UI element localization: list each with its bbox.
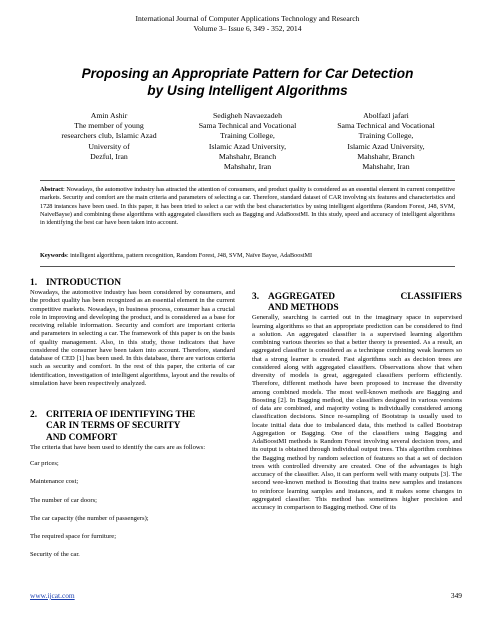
author-2-affiliation: Sama Technical and Vocational [198, 121, 297, 131]
page-number: 349 [450, 591, 462, 600]
criteria-item: Car prices; [30, 460, 59, 468]
section-1-body: Nowadays, the automotive industry has been considered by consumers, and the product quality has been recognized as an essential element in the current competitive markets. Nowadays, in business process, consumer has a crucial role in improving and developing the product, and is considered as a base for receiving reliable information. Security and comfort are important criteria and parameters in selecting a car. The framework of this paper is on the basis of quality management. Also, in this study, those indicators that have considered the consumer have been taken into account. Therefore, standard database of CED [1] has been used. In this database, there are various criteria such as security and comfort. In the rest of this paper, the criteria of car identification, investigation of intelligent algorithms, layout and the results of simulation have been respectively analyzed. [30, 289, 235, 387]
section-2-heading [30, 410, 235, 444]
author-1 [40, 111, 178, 172]
keywords [40, 252, 455, 260]
keywords-label: Keywords [40, 252, 67, 259]
section-2-title-line1: CRITERIA OF IDENTIFYING THE [46, 410, 196, 421]
author-1-affiliation: The member of young [74, 121, 144, 131]
paper-title-line1: Proposing an Appropriate Pattern for Car Detection [81, 66, 414, 81]
abstract-label: Abstract [40, 186, 64, 193]
author-3 [317, 111, 455, 172]
criteria-item: Maintenance cost; [30, 478, 79, 486]
section-3-title-word1: AGGREGATED [268, 292, 336, 302]
section-3-body: Generally, searching is carried out in the imaginary space in supervised learning algorithms so that an appropriate prediction can be considered to find a solution. An aggregated classifier is a supervised learning algorithm combining various theories so that a better theory is presented. As a result, an aggregated classifier is considered as a technique combining weak learners so that a strong learner is created. Fast algorithms such as decision trees are considered along with aggregated classifiers. Observations show that when diversity of models is great, aggregated classifiers perform efficiently. Therefore, different methods have been proposed to increase the diversity among combined models. The most well-known methods are Bagging and Boosting [2]. In Bagging method, the classifiers designed in various versions of data are combined, and majority voting is individually considered among classification decisions. Since re-sampling of Bootstrap is usually used to locate initial data due to imbalanced data, this method is called Bootstrap Aggregation or Bagging. One of the classifiers using Bagging and AdaBoostMI methods is Random Forest involving several decision trees, and its output is obtained through individual output trees. This algorithm combines the Bagging method by random selection of features so that a set of decision trees with controlled diversity are created. One of the advantages is high accuracy of the classifier. Also, it can perform well with many outputs [3]. The second wee-known method is Boosting that trains new samples and instances to reinforce learning samples and instances, and it makes some changes in aggregated classifier. This method has sometimes higher precision and accuracy in comparison to Bagging method. One of its [252, 314, 462, 512]
abstract [40, 186, 455, 227]
journal-url-link[interactable]: www.ijcat.com [30, 591, 75, 600]
section-3-heading [252, 292, 462, 314]
section-2-intro: The criteria that have been used to identify the cars are as follows: [30, 443, 206, 451]
section-3-title-line2: AND METHODS [268, 303, 339, 314]
left-column [30, 278, 235, 570]
page-footer [30, 591, 462, 600]
author-2-name: Sedigheh Navaezadeh [212, 111, 283, 120]
author-block [40, 111, 455, 172]
divider-top [40, 180, 455, 181]
journal-name: International Journal of Computer Applications Technology and Research [135, 14, 360, 23]
author-2-affiliation: Training College, [220, 131, 275, 141]
criteria-item: The number of car doors; [30, 496, 98, 504]
author-3-name: Abolfazl jafari [363, 111, 409, 120]
author-3-location: Mahshahr, Iran [362, 162, 410, 172]
section-1-heading [30, 278, 235, 289]
keywords-text: : intelligent algorithms, pattern recognition, Random Forest, J48, SVM, Naïve Bayse, AdaBoostMI [66, 252, 313, 259]
author-1-affiliation: University of [88, 141, 130, 151]
author-3-affiliation: Sama Technical and Vocational [337, 121, 435, 131]
right-column [252, 292, 462, 512]
paper-title [40, 66, 455, 99]
author-1-affiliation: researchers club, Islamic Azad [61, 131, 157, 141]
criteria-item: The car capacity (the number of passengers); [30, 514, 149, 522]
criteria-item: Security of the car. [30, 551, 80, 559]
section-1-number: 1. [30, 278, 38, 288]
section-2-title-line2: CAR IN TERMS OF SECURITY [46, 421, 181, 432]
section-1-title: INTRODUCTION [46, 278, 122, 288]
section-3-number: 3. [252, 292, 260, 302]
author-3-affiliation: Training College, [358, 131, 414, 141]
author-1-name: Amin Ashir [90, 111, 128, 120]
divider-bottom [40, 266, 455, 267]
section-3-title-word2: CLASSIFIERS [400, 292, 462, 302]
paper-title-line2: by Using Intelligent Algorithms [147, 82, 348, 98]
author-1-location: Dezful, Iran [90, 151, 128, 161]
author-2-affiliation: Islamic Azad University, [208, 141, 287, 151]
journal-header [0, 14, 495, 33]
author-3-affiliation: Mahshahr, Branch [357, 151, 415, 161]
journal-volume: Volume 3– Issue 6, 349 - 352, 2014 [193, 23, 302, 33]
abstract-text: : Nowadays, the automotive industry has attracted the attention of consumers, and product quality is considered as an essential element in current competitive markets. Security and comfort are the main criteria and parameters of selecting a car. Therefore, standard dataset of CAR involving six features and characteristics and 1728 instances have been used. In this paper, it has been tried to select a car with the best characteristics by using intelligent algorithms (Random Forest, J48, SVM, NaiveBayse) and combining these algorithms with aggregated classifiers such as Bagging and AdaBoostMI. In this study, speed and accuracy of intelligent algorithms in identifying the best car have been taken into account. [40, 186, 455, 227]
author-3-affiliation: Islamic Azad University, [347, 141, 425, 151]
section-2-title-line3: AND COMFORT [46, 432, 118, 443]
author-2-affiliation: Mahshahr, Branch [218, 151, 277, 161]
section-2-number: 2. [30, 410, 38, 421]
criteria-item: The required space for furniture; [30, 533, 117, 541]
author-2-location: Mahshahr, Iran [223, 162, 272, 172]
author-2 [179, 111, 317, 172]
